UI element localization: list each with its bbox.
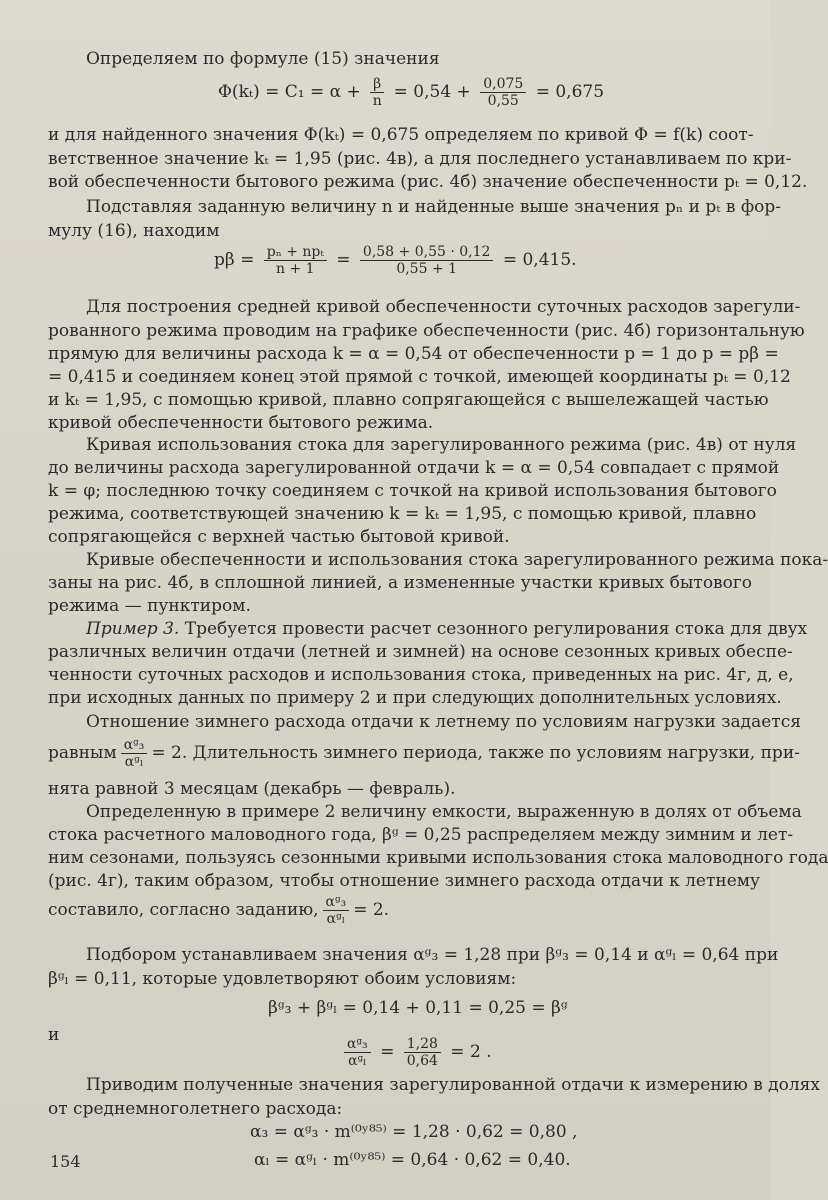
text-line: βᵍₗ = 0,11, которые удовлетворяют обоим условиям:	[48, 969, 517, 989]
fraction	[480, 76, 526, 109]
text-line: рованного режима проводим на графике обеспеченности (рис. 4б) горизонтальную	[48, 321, 805, 341]
text-line: режима — пунктиром.	[48, 596, 251, 616]
equation-alpha-summer: αₗ = αᵍₗ · m⁽⁰ʸ⁸⁵⁾ = 0,64 · 0,62 = 0,40.	[254, 1150, 571, 1170]
numerator: 1,28	[404, 1036, 441, 1053]
text-line: нята равной 3 месяцам (декабрь — февраль).	[48, 779, 456, 799]
text-line: кривой обеспеченности бытового режима.	[48, 413, 434, 433]
denominator: 0,55 + 1	[396, 261, 458, 277]
text-line: Для построения средней кривой обеспеченности суточных расходов зарегули-	[86, 297, 801, 317]
numerator: pₙ + npₜ	[264, 244, 327, 261]
text-line: ветственное значение kₜ = 1,95 (рис. 4в), а для последнего устанавливаем по кри-	[48, 149, 792, 169]
text-span: = 2. Длительность зимнего периода, также по условиям нагрузки, при-	[151, 743, 800, 763]
equation-phi	[218, 76, 604, 109]
denominator: αᵍₗ	[348, 1053, 367, 1069]
fraction	[121, 737, 148, 770]
eq-part: = 0,415.	[497, 250, 577, 270]
text-line: = 0,415 и соединяем конец этой прямой с точкой, имеющей координаты pₜ = 0,12	[48, 367, 791, 387]
text-line: Определенную в примере 2 величину емкости, выраженную в долях от объема	[86, 802, 802, 822]
equation-beta-sum: βᵍ₃ + βᵍₗ = 0,14 + 0,11 = 0,25 = βᵍ	[268, 998, 568, 1018]
text-line: до величины расхода зарегулированной отдачи k = α = 0,54 совпадает с прямой	[48, 458, 780, 478]
text-line: прямую для величины расхода k = α = 0,54 от обеспеченности p = 1 до p = pβ =	[48, 344, 779, 364]
text-line: от среднемноголетнего расхода:	[48, 1099, 343, 1119]
equation-ratio	[340, 1036, 492, 1069]
fraction	[264, 244, 327, 277]
text-line: Кривые обеспеченности и использования стока зарегулированного режима пока-	[86, 550, 828, 570]
text-line: и для найденного значения Φ(kₜ) = 0,675 определяем по кривой Φ = f(k) соот-	[48, 125, 754, 145]
numerator: αᵍ₃	[344, 1036, 371, 1053]
text-line: мулу (16), находим	[48, 221, 220, 241]
numerator: αᵍ₃	[121, 737, 148, 754]
text-line	[86, 618, 808, 640]
numerator: 0,075	[480, 76, 526, 93]
eq-part: = 2 .	[444, 1042, 492, 1062]
text-line	[48, 893, 752, 933]
text-line: и	[48, 1025, 60, 1045]
text-line: заны на рис. 4б, в сплошной линией, а измененные участки кривых бытового	[48, 573, 752, 593]
eq-part: Φ(kₜ) = C₁ = α +	[218, 82, 367, 102]
text-line: при исходных данных по примеру 2 и при следующих дополнительных условиях.	[48, 688, 782, 708]
text-line: Подставляя заданную величину n и найденные выше значения pₙ и pₜ в фор-	[86, 197, 782, 217]
text-line: (рис. 4г), таким образом, чтобы отношение зимнего расхода отдачи к летнему	[48, 871, 760, 891]
text-line: различных величин отдачи (летней и зимней) на основе сезонных кривых обеспе-	[48, 642, 793, 662]
denominator: αᵍₗ	[124, 754, 144, 770]
text-line: ченности суточных расходов и использования стока, приведенных на рис. 4г, д, е,	[48, 665, 794, 685]
eq-part: = 0,675	[530, 82, 605, 102]
numerator: αᵍ₃	[323, 894, 350, 911]
fraction	[323, 894, 350, 927]
text-line: сопрягающейся с верхней частью бытовой кривой.	[48, 527, 510, 547]
text-line: и kₜ = 1,95, с помощью кривой, плавно сопрягающейся с вышележащей частью	[48, 390, 769, 410]
text-line	[48, 736, 800, 776]
text-line: k = φ; последнюю точку соединяем с точкой на кривой использования бытового	[48, 481, 777, 501]
text-span: составило, согласно заданию,	[48, 900, 319, 920]
denominator: n	[372, 93, 382, 109]
denominator: n + 1	[276, 261, 315, 277]
eq-part: =	[330, 250, 356, 270]
text-span: равным	[48, 743, 117, 763]
text-span: Требуется провести расчет сезонного регулирования стока для двух	[179, 619, 808, 639]
fraction	[370, 76, 384, 109]
text-line: стока расчетного маловодного года, βᵍ = 0,25 распределяем между зимним и лет-	[48, 825, 794, 845]
fraction	[360, 244, 494, 277]
text-line: Определяем по формуле (15) значения	[86, 49, 440, 69]
text-span: = 2.	[353, 900, 390, 920]
example-heading: Пример 3.	[86, 619, 180, 639]
eq-part: pβ =	[214, 250, 260, 270]
text-line: вой обеспеченности бытового режима (рис. 4б) значение обеспеченности pₜ = 0,12.	[48, 172, 808, 192]
text-line: ним сезонами, пользуясь сезонными кривыми использования стока маловодного года	[48, 848, 828, 868]
numerator: 0,58 + 0,55 · 0,12	[360, 244, 494, 261]
eq-part: =	[374, 1042, 400, 1062]
text-line: Подбором устанавливаем значения αᵍ₃ = 1,28 при βᵍ₃ = 0,14 и αᵍₗ = 0,64 при	[86, 945, 779, 965]
denominator: 0,64	[406, 1053, 438, 1069]
equation-alpha-winter: α₃ = αᵍ₃ · m⁽⁰ʸ⁸⁵⁾ = 1,28 · 0,62 = 0,80 ,	[250, 1122, 578, 1142]
text-line: режима, соответствующей значению k = kₜ = 1,95, с помощью кривой, плавно	[48, 504, 757, 524]
fraction	[404, 1036, 441, 1069]
equation-p-beta	[214, 244, 577, 277]
page-number: 154	[50, 1152, 81, 1171]
text-line: Отношение зимнего расхода отдачи к летнему по условиям нагрузки задается	[86, 712, 801, 732]
fraction	[344, 1036, 371, 1069]
text-line: Приводим полученные значения зарегулированной отдачи к измерению в долях	[86, 1075, 820, 1095]
numerator: β	[370, 76, 384, 93]
denominator: 0,55	[487, 93, 519, 109]
denominator: αᵍₗ	[326, 911, 346, 927]
text-line: Кривая использования стока для зарегулированного режима (рис. 4в) от нуля	[86, 435, 797, 455]
eq-part: = 0,54 +	[388, 82, 477, 102]
